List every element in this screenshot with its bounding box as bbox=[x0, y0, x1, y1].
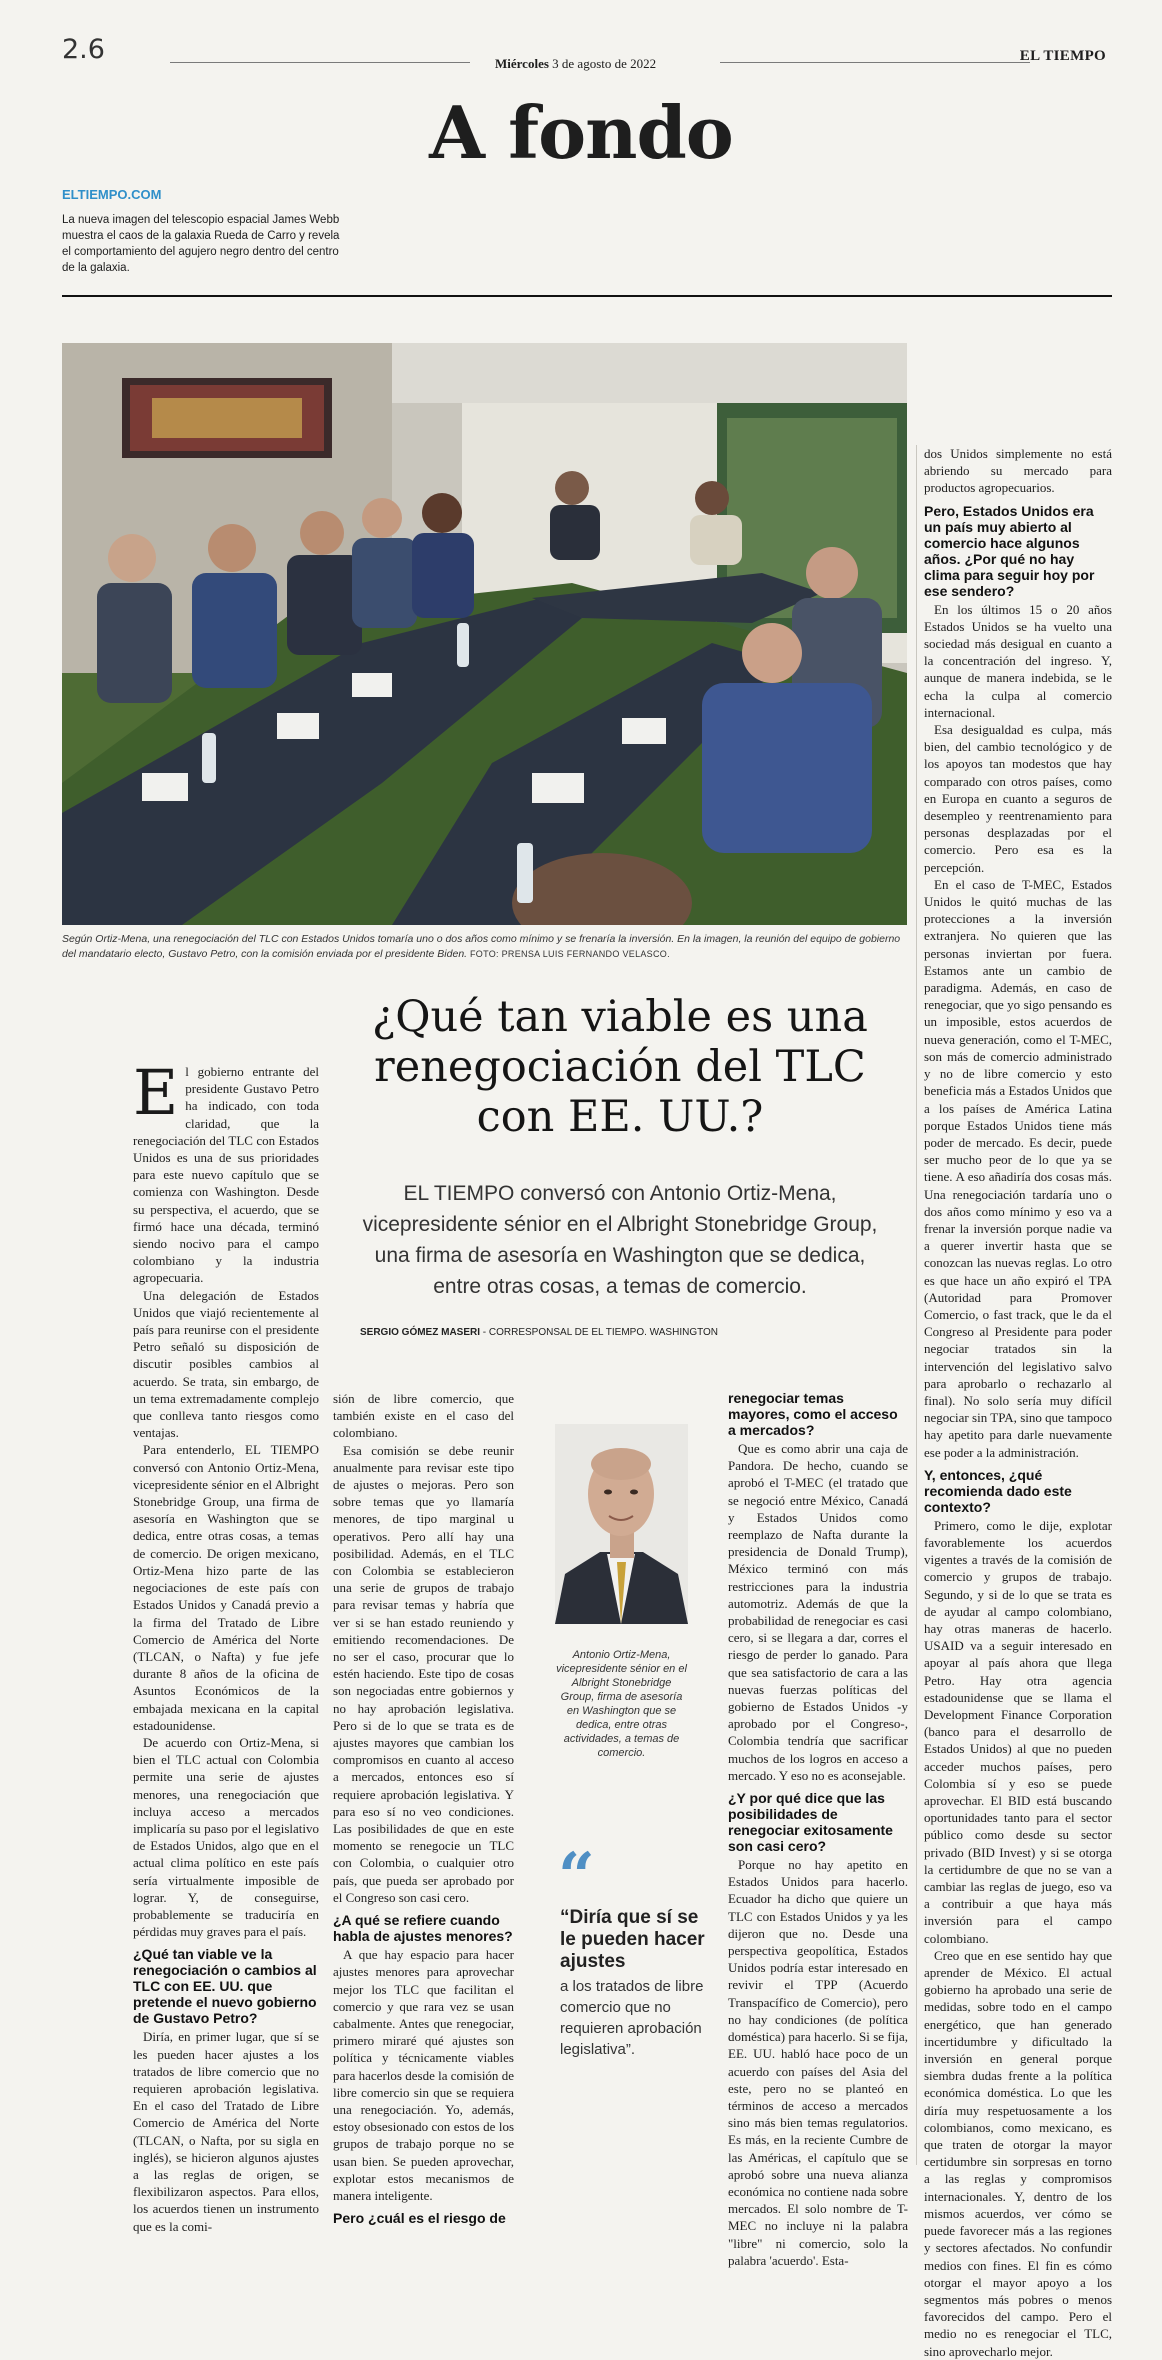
body-paragraph: dos Unidos simplemente no está abriendo su mercado para productos agropecuarios. bbox=[924, 446, 1112, 496]
byline-role: - CORRESPONSAL DE EL TIEMPO. WASHINGTON bbox=[480, 1327, 719, 1338]
article-column-3 bbox=[728, 1390, 908, 2269]
portrait-photo bbox=[555, 1424, 688, 1624]
photo-caption-text: Según Ortiz-Mena, una renegociación del TLC con Estados Unidos tomaría uno o dos años como mínimo y se frenaría la inversión. En la imagen, la reunión del equipo de gobierno del mandatario electo, Gustavo Petro, con la comisión enviada por el presidente Biden. bbox=[62, 933, 901, 960]
interview-answer: Porque no hay apetito en Estados Unidos para hacerlo. Ecuador ha dicho que quiere un TLC con Estados Unidos y ya les dijeron que no. Desde una perspectiva geopolítica, Estados Unidos podría estar interesado en revivir el TPP (Acuerdo Transpacífico de Comercio), pero no hay condiciones (de política doméstica) para hacerlo. Si se fija, EE. UU. habló hace poco de un acuerdo con países del Asia del este, pero no se planteó en términos de acceso a mercados sino más bien temas regulatorios. Es más, en la reciente Cumbre de las Américas, el capítulo que se aprobó sobre una nueva alianza económica no contiene nada sobre mercados. El solo nombre de T-MEC no incluye ni la palabra "libre" ni comercio, solo la palabra 'acuerdo'. Esta- bbox=[728, 1857, 908, 2268]
portrait-caption: Antonio Ortiz-Mena, vicepresidente sénior en el Albright Stonebridge Group, firma de asesoría en Washington que se dedica, entre otras actividades, a temas de comercio. bbox=[556, 1649, 687, 1759]
interview-question: Pero, Estados Unidos era un país muy abierto al comercio hace algunos años. ¿Por qué no hay clima para seguir hoy por ese sendero? bbox=[924, 502, 1095, 599]
meeting-photo bbox=[62, 343, 907, 925]
article-byline bbox=[360, 1327, 900, 1338]
lead-paragraph-text: l gobierno entrante del presidente Gustavo Petro ha indicado, con toda claridad, que la renegociación del TLC con Estados Unidos es una de sus prioridades para este nuevo capítulo que se comienza con Washington. Desde su perspectiva, el acuerdo, que se firmó hace una década, terminó siendo nocivo para el campo colombiano y la industria agropecuaria. bbox=[133, 1064, 319, 1286]
interview-answer: A que hay espacio para hacer ajustes menores para aprovechar mejor los TLC que facilitan el comercio y que rara vez se usan cabalmente. Antes que renegociar, primero miraré qué ajustes son política y técnicamente viables para hacerlos desde la comisión de libre comercio sin que se requiera una renegociación. Yo, además, estoy obsesionado con estos de los grupos de trabajo porque no se usan bien. Se pueden aprovechar, explotar estos mecanismos de manera inteligente. bbox=[333, 1947, 514, 2203]
article-column-4 bbox=[924, 445, 1112, 2360]
body-paragraph: Una delegación de Estados Unidos que viajó recientemente al país para reunirse con el presidente Petro señaló su disposición de discutir posibles cambios al acuerdo. Se trata, sin embargo, de un tema extremadamente complejo que conlleva tanto riesgos como ventajas. bbox=[133, 1287, 319, 1441]
column-rule bbox=[916, 445, 917, 2165]
photo-credit: FOTO: PRENSA LUIS FERNANDO VELASCO. bbox=[470, 949, 670, 959]
photo-caption bbox=[62, 932, 912, 962]
meeting-photo-illustration bbox=[62, 343, 907, 925]
interview-answer: Primero, como le dije, explotar favorablemente los acuerdos vigentes a través de la comisión de comercio y grupos de trabajo. Segundo, y si de lo que se trata es de ayudar al campo colombiano, hay otras maneras de hacerlo. USAID va a seguir interesado en apoyar al país ahora que llega Petro. Hay otra agencia estadounidense que se llama el Development Finance Corporation (banco para el desarrollo de Estados Unidos) al que no pueden acceder muchos países, pero Colombia sí y eso se puede aprovechar. El BID está buscando oportunidades tanto para el sector público como desde su sector privado (BID Invest) y si se otorga la certidumbre de que no se van a cambiar las reglas de juego, eso va a contribuir a que haya más inversión para el campo colombiano. bbox=[924, 1517, 1112, 1946]
interview-question: ¿Qué tan viable ve la renegociación o cambios al TLC con EE. UU. que pretende el nuevo gobierno de Gustavo Petro? bbox=[133, 1946, 317, 2027]
quote-mark-icon: “ bbox=[558, 1839, 595, 1914]
body-paragraph: sión de libre comercio, que también existe en el caso del colombiano. bbox=[333, 1391, 514, 1441]
article-column-1 bbox=[133, 1056, 319, 2235]
interview-answer: Creo que en ese sentido hay que aprender de México. El actual gobierno ha aprobado una serie de medidas, sobre todo en el campo energético, que han generado incertidumbre y dificultado la inversión en general porque siembra dudas frente a la política económica doméstica. Lo que les diría muy respetuosamente a los colombianos, como mexicano, es que traten de otorgar la mayor certidumbre sin sorpresas en torno a las reglas y compromisos internacionales. Y, dentro de los mismos acuerdos, ver cómo se puede favorecer más a las regiones y sectores afectados. No confundir medios con fines. El fin es cómo otorgar el mayor apoyo a los segmentos más pobres o menos favorecidos del campo. Pero el medio no es renegociar el TLC, sino aprovecharlo mejor. bbox=[924, 1947, 1112, 2359]
interview-question: renegociar temas mayores, como el acceso a mercados? bbox=[728, 1390, 898, 1438]
body-paragraph: De acuerdo con Ortiz-Mena, si bien el TLC actual con Colombia permite una serie de ajustes menores, una renegociación que incluya acceso a mercados implicaría su paso por el legislativo de Estados Unidos, algo que en el actual clima político en este país sería virtualmente imposible de lograr. Y, de conseguirse, probablemente se traduciría en pérdidas muy graves para el país. bbox=[133, 1734, 319, 1940]
section-title: A fondo bbox=[429, 90, 733, 175]
article-headline: ¿Qué tan viable es una renegociación del TLC con EE. UU.? bbox=[372, 992, 868, 1142]
section-divider bbox=[62, 295, 1112, 297]
body-paragraph: Esa comisión se debe reunir anualmente para revisar este tipo de ajustes o mejoras. Pero son sobre temas que yo llamaría menores, de tipo marginal u operativos. Pero allí hay una posibilidad. Además, en el TLC con Colombia se establecieron una serie de grupos de trabajo para revisar temas y habría que ver si se han estado reuniendo y emitiendo recomendaciones. De no ser el caso, procurar que lo estén haciendo. Este tipo de cosas son negociadas entre gobiernos y no hay aprobación legislativa. Pero si de lo que se trata es de ajustes mayores que cambian los compromisos en cuanto al acceso a mercados, entonces eso sí requiere aprobación legislativa. Y para eso sí no veo condiciones. Las posibilidades de que en este momento se renegocie un TLC con Colombia, o cualquier otro país, que pueda ser aprobado por el Congreso son casi cero. bbox=[333, 1442, 514, 1905]
interview-answer: En el caso de T-MEC, Estados Unidos le quitó muchas de las protecciones a la inversión extranjera. No quieren que las personas inviertan por fuera. Estamos ante un cambio de paradigma. Además, en caso de renegociar, que yo sigo pensando es un imposible, estos acuerdos de nueva generación, como el T-MEC, son más de comercio administrado y no de libre comercio y esto beneficia más a Estados Unidos que a los países de América Latina porque Estados Unidos tiene más poder de mercado. Es decir, puede ser mucho peor de lo que ya se tiene. A eso añadiría dos cosas más. Una renegociación tardaría uno o dos años como mínimo y eso va a frenar la inversión porque nadie va a querer invertir hasta que se conozcan las nuevas reglas. Lo otro es que hace un año expiró el TPA (Autoridad para Promover Comercio, o fast track, que le da el Congreso al Presidente para poder negociar tratados sin la intervención del legislativo salvo para aprobarlo o rechazarlo al final). No solo sería muy difícil negociar sin TPA, sino que tampoco hay apetito para darle nuevamente ese poder a la administración. bbox=[924, 876, 1112, 1460]
promo-text: La nueva imagen del telescopio espacial James Webb muestra el caos de la galaxia Rueda de Carro y revela el comportamiento del agujero negro dentro del centro de la galaxia. bbox=[62, 214, 340, 274]
portrait-illustration bbox=[555, 1424, 688, 1624]
body-paragraph: Para entenderlo, EL TIEMPO conversó con Antonio Ortiz-Mena, vicepresidente sénior en el Albright Stonebridge Group, una firma de asesoría en Washington que se dedica, entre otras cosas, a temas de comercio. De origen mexicano, Ortiz-Mena hizo parte de las negociaciones de este país con Estados Unidos y Canadá previo a la firma del Tratado de Libre Comercio de América del Norte (TLCAN, o Nafta) y fue jefe durante 8 años de la oficina de Asuntos Económicos de la embajada mexicana en la capital estadounidense. bbox=[133, 1442, 319, 1733]
byline-name: SERGIO GÓMEZ MASERI bbox=[360, 1327, 481, 1338]
issue-day: Miércoles bbox=[495, 56, 549, 71]
article-column-2 bbox=[333, 1390, 514, 2228]
issue-date bbox=[495, 56, 656, 72]
issue-date-text: 3 de agosto de 2022 bbox=[552, 56, 657, 71]
drop-cap: E bbox=[133, 1056, 179, 1129]
lead-paragraph bbox=[133, 1056, 319, 1287]
interview-question: ¿A qué se refiere cuando habla de ajustes menores? bbox=[333, 1912, 513, 1945]
interview-question: Y, entonces, ¿qué recomienda dado este contexto? bbox=[924, 1466, 1072, 1515]
page-number: 2.6 bbox=[62, 34, 105, 65]
interview-question: Pero ¿cuál es el riesgo de bbox=[333, 2210, 506, 2227]
interview-answer: Esa desigualdad es culpa, más bien, del cambio tecnológico y de los apoyos tan modestos que hay comparado con otros países, como en Europa en cuanto a seguros de desempleo y reentrenamiento para personas desplazadas por el comercio. Pero esa es la percepción. bbox=[924, 722, 1112, 875]
header-rule-right bbox=[720, 62, 1030, 63]
article-deck: EL TIEMPO conversó con Antonio Ortiz-Mena, vicepresidente sénior en el Albright Stonebridge Group, una firma de asesoría en Washington que se dedica, entre otras cosas, a temas de comercio. bbox=[362, 1182, 878, 1298]
interview-answer: En los últimos 15 o 20 años Estados Unidos se ha vuelto una sociedad más desigual en cuanto a la concentración del ingreso. Y, aunque de manera indebida, se le echa la culpa al comercio internacional. bbox=[924, 601, 1112, 720]
interview-answer: Diría, en primer lugar, que sí se les pueden hacer ajustes a los tratados de libre comercio que no requieren aprobación legislativa. En el caso del Tratado de Libre Comercio de América del Norte (TLCAN, o Nafta, por su sigla en inglés), se hicieron algunos ajustes a las reglas de origen, se flexibilizaron aspectos. Para ellos, los acuerdos tienen un instrumento que es la comi- bbox=[133, 2029, 319, 2234]
interview-answer: Que es como abrir una caja de Pandora. De hecho, cuando se aprobó el T-MEC (el tratado que se negoció entre México, Canadá y Estados Unidos como reemplazo de Nafta durante la presidencia de Donald Trump), México terminó con más restricciones para la industria automotriz. Además de que la probabilidad de renegociar es casi cero, si se llegara a dar, corres el riesgo de perder lo ganado. Para que sea satisfactorio de cara a las nuevas fuerzas políticas del gobierno de Estados Unidos -y aprobado por el Congreso-, Colombia tendría que sacrificar muchos de los logros en acceso a mercado. Y eso no es aconsejable. bbox=[728, 1441, 908, 1783]
header-rule-left bbox=[170, 62, 470, 63]
interview-question: ¿Y por qué dice que las posibilidades de renegociar exitosamente son casi cero? bbox=[728, 1790, 893, 1855]
pull-quote-tail: a los tratados de libre comercio que no requieren aprobación legislativa”. bbox=[560, 1978, 704, 2058]
paper-name: EL TIEMPO bbox=[1019, 48, 1106, 64]
promo-site-link[interactable]: ELTIEMPO.COM bbox=[62, 187, 162, 202]
pull-quote: “Diría que sí se le pueden hacer ajustes bbox=[560, 1907, 705, 1972]
